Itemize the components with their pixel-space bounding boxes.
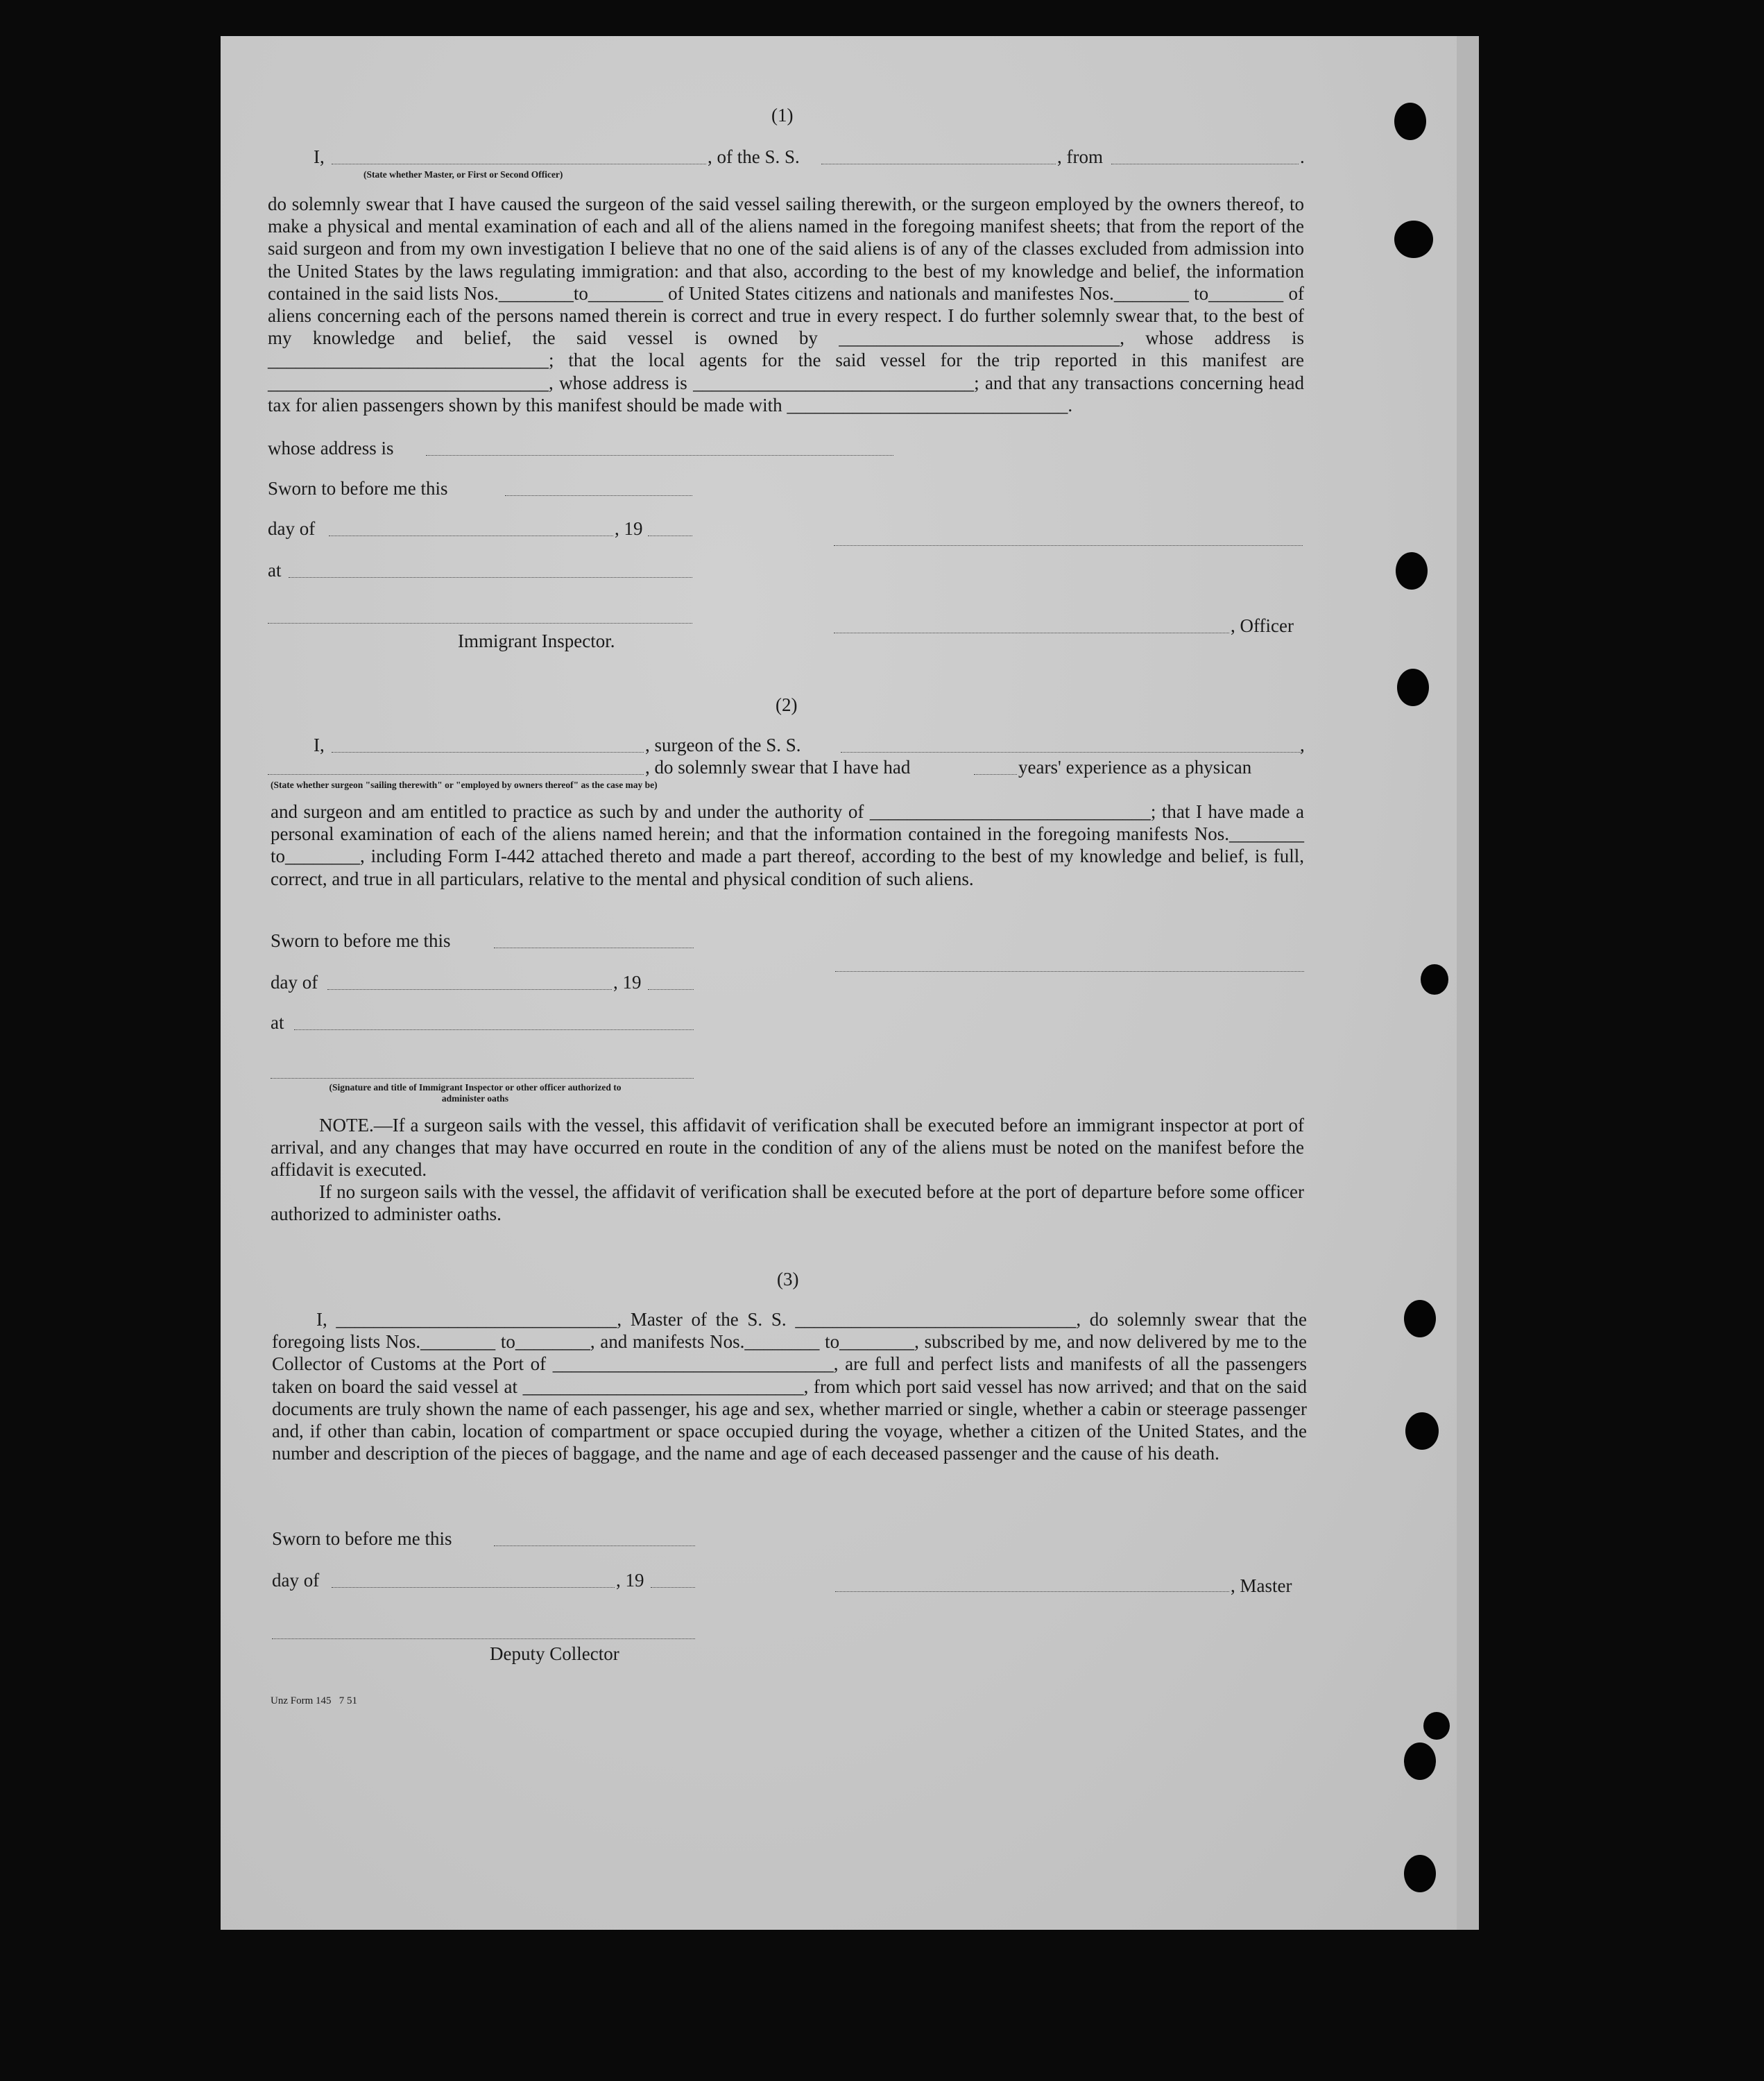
punch-hole — [1404, 1300, 1436, 1337]
s2-day-field[interactable] — [327, 989, 612, 990]
s3-year-field[interactable] — [651, 1587, 695, 1588]
s3-master-signature-line[interactable] — [835, 1591, 1229, 1592]
s3-day-of-label: day of — [272, 1570, 320, 1591]
s2-sworn-label: Sworn to before me this — [271, 930, 451, 951]
punch-hole — [1404, 1855, 1436, 1892]
s1-day-of-label: day of — [268, 518, 316, 539]
s1-inspector-label: Immigrant Inspector. — [458, 631, 615, 651]
s2-employment-field[interactable] — [268, 774, 644, 775]
punch-hole — [1394, 221, 1433, 258]
section-2-number: (2) — [776, 694, 798, 715]
s1-end-punct: . — [1300, 146, 1305, 167]
s1-inspector-signature-line[interactable] — [268, 623, 692, 624]
s2-years-field[interactable] — [974, 774, 1017, 775]
s1-head-tax-address-field[interactable] — [426, 455, 893, 456]
s1-officer-label: , Officer — [1231, 615, 1294, 636]
s2-sig-caption: (Signature and title of Immigrant Inspector or other officer authorized to administer oaths — [329, 1082, 622, 1104]
s2-vessel-field[interactable] — [841, 752, 1301, 753]
s2-note-no-surgeon: If no surgeon sails with the vessel, the affidavit of verification shall be executed before at the port of departure before some officer authorized to administer oaths. — [271, 1181, 1304, 1225]
s2-surgeon-signature-line[interactable] — [835, 971, 1304, 972]
s2-year-label: , 19 — [613, 972, 642, 993]
s1-whose-address-label: whose address is — [268, 438, 394, 459]
punch-hole — [1404, 1742, 1436, 1780]
s1-from-label: , from — [1057, 146, 1103, 167]
s2-swear-label: , do solemnly swear that I have had — [645, 757, 911, 778]
s2-oath-text: and surgeon and am entitled to practice as such by and under the authority of ______________________________; that I have made a personal examination of each of the aliens named herein; and that the information contained in the foregoing manifests Nos.________ to________, including Form I-442 attached thereto and made a part thereof, according to the best of my knowledge and belief, is full, correct, and true in all particulars, relative to the mental and physical condition of such aliens. — [271, 801, 1304, 889]
s2-year-field[interactable] — [648, 989, 694, 990]
s2-note-surgeon-sails: NOTE.—If a surgeon sails with the vessel, this affidavit of verification shall be executed before an immigrant inspector at port of arrival, and any changes that may have occurred en route in the condition of any of the aliens must be noted on the manifest before the affidavit is executed. — [271, 1115, 1304, 1181]
s3-master-label: , Master — [1231, 1575, 1292, 1596]
s1-year-label: , 19 — [615, 518, 643, 539]
s2-caption: (State whether surgeon "sailing therewith" or "employed by owners thereof" as the case may be) — [271, 780, 658, 790]
s1-caption: (State whether Master, or First or Second Officer) — [363, 169, 563, 180]
section-3-number: (3) — [777, 1269, 799, 1290]
s2-day-of-label: day of — [271, 972, 318, 993]
s2-at-label: at — [271, 1012, 284, 1033]
s2-years-label: years' experience as a physican — [1018, 757, 1252, 778]
section-1-number: (1) — [771, 105, 794, 126]
s1-sworn-field[interactable] — [505, 495, 692, 496]
punch-hole — [1394, 103, 1426, 140]
form-identifier: Unz Form 145 7 51 — [271, 1695, 357, 1706]
s3-oath-text: I, ______________________________, Master of the S. S. ______________________________, do solemnly swear that the foregoing lists Nos.________ to________, and manifests Nos.________ to________, subscribed by me, and now delivered by me to the Collector of Customs at the Port of ______________________________, are full and perfect lists and manifests of all the passengers taken on board the said vessel at ______________________________, from which port said vessel has now arrived; and that on the said documents are truly shown the name of each passenger, his age and sex, whether married or single, whether a cabin or steerage passenger and, if other than cabin, location of compartment or space occupied during the voyage, whether a citizen of the United States, and the number and description of the pieces of baggage, and the name and age of each deceased passenger and the cause of his death. — [272, 1309, 1307, 1464]
s1-sworn-label: Sworn to before me this — [268, 478, 448, 499]
page-edge — [1457, 36, 1479, 1930]
s1-oath-text: do solemnly swear that I have caused the surgeon of the said vessel sailing therewith, or the surgeon employed by the owners thereof, to make a physical and mental examination of each and all of the aliens named in the foregoing manifest sheets; that from the report of the said surgeon and from my own investigation I believe that no one of the said aliens is of any of the classes excluded from admission into the United States by the laws regulating immigration: and that also, according to the best of my knowledge and belief, the information contained in the said lists Nos.________to________ of United States citizens and nationals and manifestes Nos.________ to________ of aliens concerning each of the persons named therein is correct and true in every respect. I do further solemnly swear that, to the best of my knowledge and belief, the said vessel is owned by ______________________________, whose address is ______________________________; that the local agents for the said vessel for the trip reported in this manifest are ______________________________, whose address is ______________________________; and that any transactions concerning head tax for alien passengers shown by this manifest should be made with ______________________________. — [268, 194, 1304, 416]
s2-surgeon-name-field[interactable] — [332, 752, 644, 753]
s3-sworn-field[interactable] — [494, 1545, 695, 1546]
s3-day-field[interactable] — [332, 1587, 615, 1588]
s1-officer-signature-line[interactable] — [834, 545, 1303, 546]
s3-year-label: , 19 — [616, 1570, 644, 1591]
punch-hole — [1396, 552, 1428, 590]
s1-at-label: at — [268, 560, 282, 581]
s2-at-field[interactable] — [294, 1029, 694, 1030]
s1-of-ss-label: , of the S. S. — [708, 146, 800, 167]
s1-at-field[interactable] — [289, 577, 692, 578]
punch-hole — [1421, 964, 1448, 995]
s2-end-punct: , — [1300, 735, 1305, 755]
s1-i-label: I, — [314, 146, 325, 167]
punch-hole — [1397, 669, 1429, 706]
punch-hole — [1423, 1712, 1450, 1740]
s3-collector-signature-line[interactable] — [272, 1638, 695, 1639]
s3-deputy-label: Deputy Collector — [490, 1643, 619, 1664]
s2-inspector-signature-line[interactable] — [271, 1078, 694, 1079]
s3-sworn-label: Sworn to before me this — [272, 1528, 452, 1549]
s2-surgeon-label: , surgeon of the S. S. — [645, 735, 801, 755]
punch-hole — [1405, 1412, 1439, 1450]
s2-i-label: I, — [314, 735, 325, 755]
